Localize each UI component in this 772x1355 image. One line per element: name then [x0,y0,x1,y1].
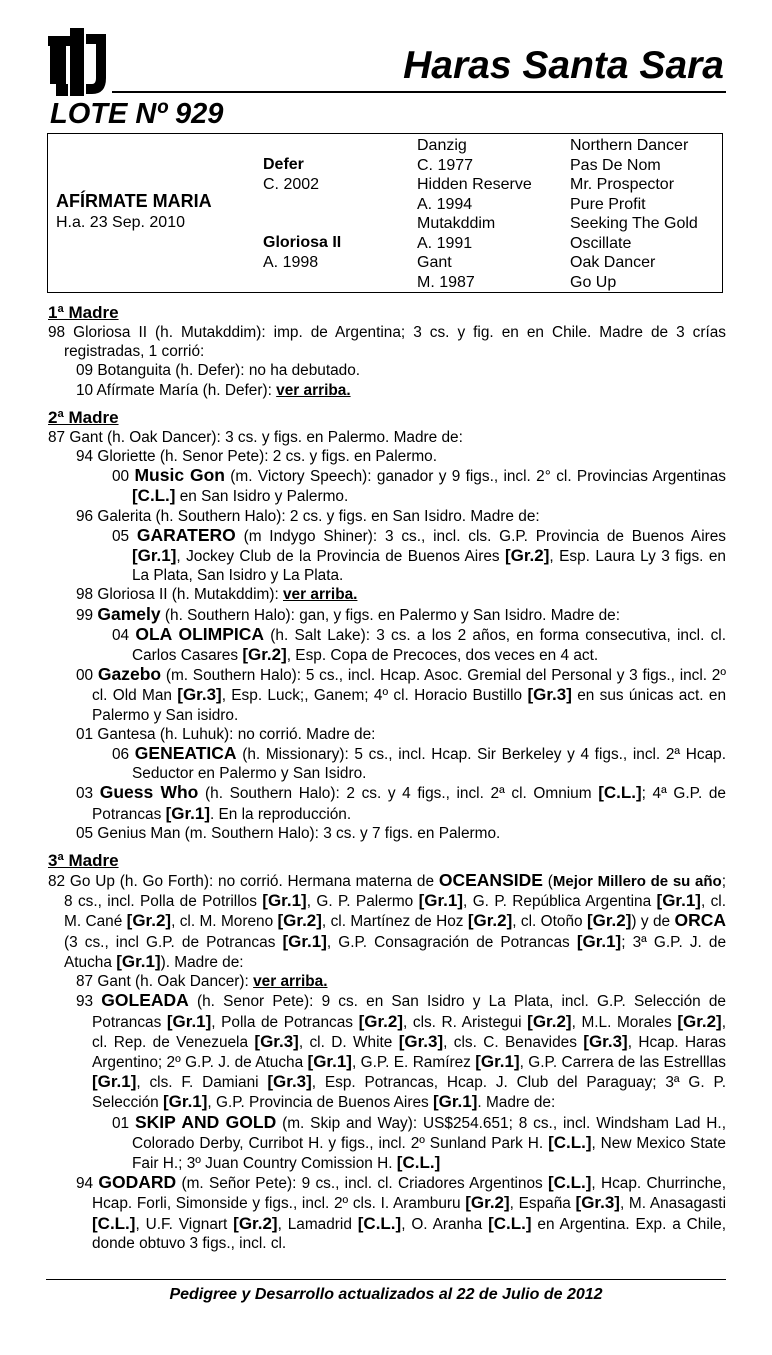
horse-name-bold: OLA OLIMPICA [135,623,265,644]
record-text: (m. Southern Halo): 5 cs., incl. Hcap. Asoc. Gremial del Personal y 3 figs., incl. 2º cl. Old Man [92,667,726,705]
see-above-link: ver arriba. [253,973,328,991]
see-above-link: ver arriba. [276,381,351,399]
record-text: , Esp. Laura Ly 3 figs. en La Plata, San Isidro y La Plata. [132,548,726,585]
footer-rule [46,1279,726,1280]
race-grade: [Gr.1] [165,803,210,823]
horse-name-bold: OCEANSIDE [438,870,543,891]
race-grade: [C.L.] [132,486,176,506]
horse-name-bold: ORCA [674,910,726,931]
race-grade: [Gr.1] [163,1092,208,1112]
record-text: (3 cs., incl G.P. de Potrancas [64,933,283,951]
record-text: en San Isidro y Palermo. [175,488,349,506]
grandparent-info: C. 1977 [417,156,474,174]
record-text: , G.P. Consagración de Potrancas [326,933,577,951]
record-text: , Hcap. Churrinche, Hcap. Forli, Simonside y figs., incl. 2º cls. I. Aramburu [92,1175,727,1213]
record-text: 93 [76,993,102,1011]
race-grade: [C.L.] [396,1152,441,1172]
race-grade: [Gr.3] [254,1031,299,1051]
record-text: , G.P. E. Ramírez [351,1053,476,1071]
record-text: , España [509,1195,576,1213]
record-text: , G.P. Carrera de las Estrelllas [519,1053,726,1071]
record-text: 01 Gantesa (h. Luhuk): no corrió. Madre de: [76,725,376,743]
record-text: ( [542,873,553,891]
pedigree-entry [48,447,726,466]
pedigree-entry [48,725,726,744]
pedigree-entry [48,625,726,665]
pedigree-entry [48,605,726,625]
record-text: , Esp. Copa de Precoces, dos veces en 4 act. [286,647,599,665]
farm-name: Haras Santa Sara [403,44,724,87]
race-grade: [Gr.3] [398,1031,444,1051]
record-text: (m. Señor Pete): 9 cs., incl. cl. Criadores Argentinos [176,1175,548,1193]
record-text: 05 Genius Man (m. Southern Halo): 3 cs. y 7 figs. en Palermo. [76,824,501,842]
race-grade: [Gr.1] [116,951,161,971]
record-text: , cl. Martínez de Hoz [321,913,468,931]
horse-name-bold: Gamely [97,603,161,624]
pedigree-table [47,133,723,293]
great-grandparent: Seeking The Gold [570,215,698,232]
race-grade: [Gr.3] [267,1072,312,1092]
race-grade: [Gr.2] [465,1193,510,1213]
race-grade: [Gr.1] [475,1051,520,1071]
record-text: 94 Gloriette (h. Senor Pete): 2 cs. y figs. en Palermo. [76,448,437,466]
race-grade: [C.L.] [547,1173,592,1193]
record-text: , Esp. Potrancas, Hcap. J. Club del Paraguay; 3ª G. P. Selección [92,1074,726,1112]
race-grade: [Gr.3] [575,1193,620,1213]
record-text: en sus únicas act. en Palermo y San isidro. [92,687,727,724]
record-text: 01 [112,1114,135,1132]
record-text: , G. P. Palermo [306,893,419,911]
record-text: , cls. R. Aristegui [403,1013,528,1031]
horse-name: AFÍRMATE MARIA [56,191,212,211]
race-grade: [Gr.1] [656,891,701,911]
race-grade: [C.L.] [357,1213,402,1233]
footer-note: Pedigree y Desarrollo actualizados al 22 de Julio de 2012 [169,1286,603,1303]
pedigree-entry [48,381,726,400]
pedigree-entry [48,526,726,586]
record-text: , M.L. Morales [571,1013,678,1031]
record-text: , cl. Rep. de Venezuela [92,1013,726,1051]
see-above-link: ver arriba. [283,586,358,604]
record-text: 98 Gloriosa II (h. Mutakddim): imp. de Argentina; 3 cs. y fig. en en Chile. Madre de 3 crías registradas, 1 corrió: [48,324,726,361]
pedigree-entry [48,361,726,380]
record-text: 04 [112,626,136,644]
record-text: 87 Gant (h. Oak Dancer): [76,973,254,991]
pedigree-entry [48,1173,726,1253]
record-text: 96 Galerita (h. Southern Halo): 2 cs. y figs. en San Isidro. Madre de: [76,507,540,525]
lot-number: LOTE Nº 929 [50,98,224,130]
grandparent-info: A. 1994 [417,195,473,213]
race-grade: [Gr.1] [262,891,307,911]
record-text: 05 [112,527,137,545]
record-text: 94 [76,1175,99,1193]
section-title: 2ª Madre [48,407,119,427]
header-rule [112,91,726,93]
record-text: , O. Aranha [401,1215,489,1233]
great-grandparent: Go Up [570,273,617,291]
grandparent: Danzig [417,137,467,154]
race-grade: [Gr.1] [576,931,622,951]
pedigree-entry [48,991,726,1112]
record-text: (h. Missionary): 5 cs., incl. Hcap. Sir Berkeley y 4 figs., incl. 2ª Hcap. Seductor en Palermo y San Isidro. [132,746,726,783]
grandparent-info: M. 1987 [417,273,475,291]
great-grandparent: Pure Profit [570,195,646,213]
record-text: 98 Gloriosa II (h. Mutakddim): [76,586,283,604]
great-grandparent: Pas De Nom [570,156,661,174]
record-text: (m. Victory Speech): ganador y 9 figs., incl. 2° cl. Provincias Argentinas [224,468,726,486]
dam-info: A. 1998 [263,254,319,271]
record-text: (h. Southern Halo): gan, y figs. en Palermo y San Isidro. Madre de: [160,606,621,624]
record-text: , Esp. Luck;, Ganem; 4º cl. Horacio Bustillo [221,687,528,705]
pedigree-entry [48,466,726,506]
record-text: ; 3ª G.P. J. de Atucha [64,933,727,971]
record-text: , cl. M. Moreno [171,913,278,931]
grandparent: Mutakddim [417,215,496,232]
record-text: 00 [112,468,135,486]
record-text: (h. Senor Pete): 9 cs. en San Isidro y La Plata, incl. G.P. Selección de Potrancas [92,993,726,1031]
race-grade: [Gr.3] [583,1031,628,1051]
dam-name: Gloriosa II [263,234,342,251]
record-text: , G.P. Provincia de Buenos Aires [207,1094,433,1112]
horse-name-bold: Gazebo [97,664,162,685]
record-text: 09 Botanguita (h. Defer): no ha debutado. [76,362,361,380]
pedigree-entry [48,1113,726,1174]
race-grade: [Gr.2] [126,911,172,931]
horse-name-bold: GARATERO [136,524,236,545]
record-text: 10 Afírmate María (h. Defer): [76,381,277,399]
record-text: , cl. D. White [298,1033,399,1051]
record-text: , Lamadrid [277,1215,358,1233]
race-grade: [Gr.1] [418,891,464,911]
horse-info: H.a. 23 Sep. 2010 [56,214,185,231]
record-text: 06 [112,746,135,764]
pedigree-entry [48,323,726,361]
record-text: , Polla de Potrancas [211,1013,359,1031]
record-text: ). Madre de: [160,953,244,971]
horse-name-bold: Guess Who [99,782,199,803]
record-text: , G. P. República Argentina [463,893,657,911]
record-text: 03 [76,785,100,803]
record-text: en Argentina. Exp. a Chile, donde obtuvo 3 figs., incl. cl. [92,1215,726,1252]
record-text: 99 [76,606,98,624]
race-grade: [C.L.] [598,783,642,803]
great-grandparent: Mr. Prospector [570,176,675,193]
record-text: (m. Skip and Way): US$254.651; 8 cs., incl. Windsham Lad H., Colorado Derby, Curribot H. y figs., incl. 2º Sunland Park H. [132,1114,726,1152]
horse-name-bold: GODARD [98,1172,177,1193]
race-grade: [Gr.2] [242,645,287,665]
pedigree-entry [48,665,726,725]
record-note: Mejor Millero de su año [552,873,722,891]
great-grandparent: Oak Dancer [570,254,656,271]
grandparent-info: A. 1991 [417,234,473,252]
record-text: (m Indygo Shiner): 3 cs., incl. cls. G.P. Provincia de Buenos Aires [235,527,726,545]
record-text: , cl. M. Cané [64,893,726,931]
record-text: , New Mexico State Fair H.; 3º Juan Country Comission H. [132,1134,726,1172]
pedigree-entry [48,871,726,972]
horse-name-bold: SKIP AND GOLD [134,1111,277,1132]
record-text: 00 [76,667,98,685]
pedigree-entry [48,972,726,991]
record-text: ; 4ª G.P. de Potrancas [92,785,726,823]
pedigree-entry [48,744,726,783]
record-text: , Hcap. Haras Argentino; 2º G.P. J. de Atucha [92,1033,726,1071]
race-grade: [C.L.] [548,1132,592,1152]
race-grade: [Gr.1] [132,546,177,566]
section-title: 3ª Madre [48,851,119,871]
record-text: , U.F. Vignart [135,1215,234,1233]
tj-monogram-logo [48,28,108,96]
grandparent: Gant [417,254,452,271]
record-text: . Madre de: [477,1094,556,1112]
record-text: . En la reproducción. [209,805,352,823]
record-text: 87 Gant (h. Oak Dancer): 3 cs. y figs. en Palermo. Madre de: [48,428,463,446]
race-grade: [Gr.1] [307,1051,352,1071]
horse-name-bold: GOLEADA [101,990,189,1011]
race-grade: [Gr.2] [586,911,632,931]
sire-name: Defer [263,156,304,173]
race-grade: [Gr.3] [177,685,222,705]
race-grade: [Gr.2] [505,546,550,566]
race-grade: [C.L.] [488,1213,532,1233]
record-text: , M. Anasagasti [619,1195,726,1213]
grandparent: Hidden Reserve [417,176,532,193]
race-grade: [Gr.2] [233,1213,278,1233]
race-grade: [Gr.2] [677,1011,722,1031]
record-text: (h. Southern Halo): 2 cs. y 4 figs., incl. 2ª cl. Omnium [198,785,599,803]
pedigree-entry [48,783,726,823]
pedigree-entry [48,585,726,604]
record-text: ; 8 cs., incl. Polla de Potrillos [64,873,727,911]
record-text: 82 Go Up (h. Go Forth): no corrió. Hermana materna de [48,873,439,891]
produce-record [48,303,726,1253]
record-text: , Jockey Club de la Provincia de Buenos Aires [176,548,505,566]
section-title: 1ª Madre [48,303,119,322]
race-grade: [Gr.2] [467,911,513,931]
race-grade: [Gr.1] [433,1092,478,1112]
record-text: , cls. C. Benavides [443,1033,584,1051]
race-grade: [Gr.3] [527,685,572,705]
pedigree-entry [48,507,726,526]
pedigree-entry [48,824,726,843]
record-text: , cl. Otoño [512,913,587,931]
race-grade: [Gr.2] [527,1011,572,1031]
horse-name-bold: Music Gon [134,465,225,486]
race-grade: [Gr.2] [277,911,322,931]
race-grade: [Gr.1] [282,931,327,951]
pedigree-entry [48,428,726,447]
great-grandparent: Oscillate [570,234,632,252]
record-text: , cls. F. Damiani [136,1074,268,1092]
race-grade: [Gr.2] [358,1011,403,1031]
record-text: ) y de [631,913,675,931]
record-text: (h. Salt Lake): 3 cs. a los 2 años, en forma consecutiva, incl. cl. Carlos Casares [132,626,726,665]
sire-info: C. 2002 [263,176,320,193]
race-grade: [Gr.1] [166,1011,212,1031]
race-grade: [Gr.1] [92,1072,137,1092]
great-grandparent: Northern Dancer [570,137,689,154]
race-grade: [C.L.] [92,1213,136,1233]
horse-name-bold: GENEATICA [134,743,237,764]
